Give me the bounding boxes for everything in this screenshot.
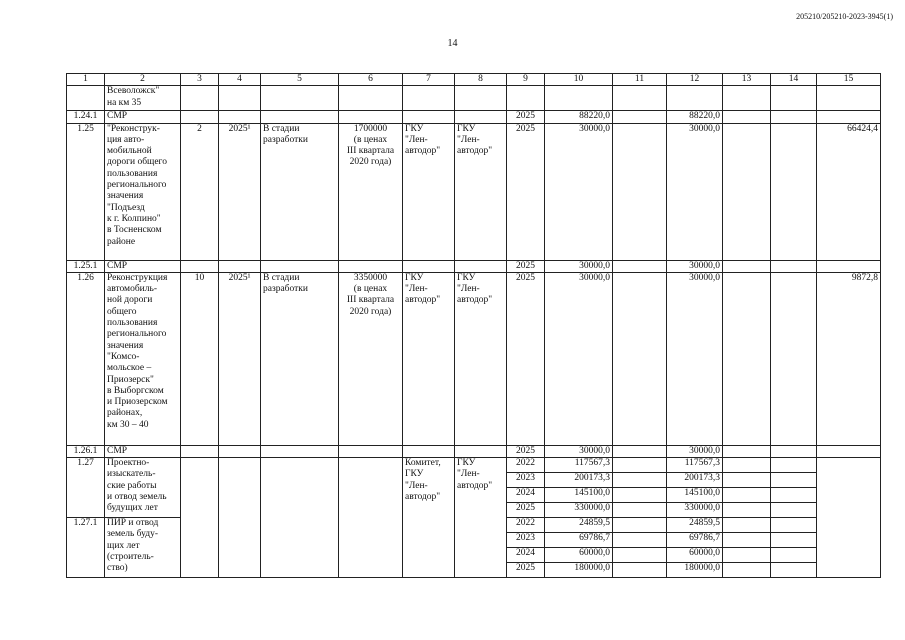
table-cell: 3350000 (в ценах III квартала 2020 года) (339, 272, 403, 445)
table-cell (613, 445, 667, 457)
row-number-cell: 1.25 (67, 123, 105, 260)
table-cell (403, 86, 455, 111)
table-cell (771, 503, 817, 518)
amount-cell: 30000,0 (545, 445, 613, 457)
table-cell (219, 111, 261, 123)
table-cell (613, 86, 667, 111)
amount-cell: 330000,0 (545, 503, 613, 518)
year-cell: 2025 (507, 260, 545, 272)
table-cell (723, 563, 771, 578)
amount-cell: 30000,0 (545, 123, 613, 260)
column-header: 13 (723, 74, 771, 86)
column-header: 14 (771, 74, 817, 86)
amount-cell: 88220,0 (545, 111, 613, 123)
table-cell: ГКУ "Лен- автодор" (455, 123, 507, 260)
table-cell (723, 86, 771, 111)
row-number-cell: 1.25.1 (67, 260, 105, 272)
amount-cell: 330000,0 (667, 503, 723, 518)
table-cell (723, 518, 771, 533)
item-name-cell: "Реконструк- ция авто- мобильной дороги общего пользования регионального значения "Подъезд к г. Колпино" в Тосненском районе (105, 123, 181, 260)
table-cell (613, 111, 667, 123)
total-cell: 66424,4 (817, 123, 881, 260)
table-cell (181, 445, 219, 457)
year-cell: 2025 (507, 111, 545, 123)
row-number-cell: 1.26 (67, 272, 105, 445)
table-cell: ГКУ "Лен- автодор" (455, 272, 507, 445)
amount-cell (545, 86, 613, 111)
table-cell (261, 111, 339, 123)
column-header: 4 (219, 74, 261, 86)
table-cell: ГКУ "Лен- автодор" (403, 123, 455, 260)
table-cell (723, 503, 771, 518)
table-cell (261, 445, 339, 457)
amount-cell: 117567,3 (667, 458, 723, 473)
table-row (67, 111, 881, 123)
table-cell (181, 458, 219, 578)
table-cell (613, 123, 667, 260)
table-cell (455, 445, 507, 457)
total-cell (817, 111, 881, 123)
table-cell (771, 86, 817, 111)
table-cell (219, 86, 261, 111)
document-id: 205210/205210-2023-3945(1) (796, 12, 893, 21)
table-row (67, 123, 881, 260)
column-header: 6 (339, 74, 403, 86)
table-cell (403, 111, 455, 123)
table-cell (181, 260, 219, 272)
item-name-cell: Реконструкция автомобиль- ной дороги общего пользования регионального значения "Комсо- мольское – Приозерск" в Выборгском и Приозерском районах, км 30 – 40 (105, 272, 181, 445)
table-cell (771, 548, 817, 563)
table-row (67, 260, 881, 272)
column-header: 2 (105, 74, 181, 86)
table-cell (771, 473, 817, 488)
table-cell (771, 123, 817, 260)
item-name-cell: СМР (105, 445, 181, 457)
table-cell (613, 548, 667, 563)
amount-cell: 200173,3 (545, 473, 613, 488)
column-header: 8 (455, 74, 507, 86)
year-cell: 2025 (507, 445, 545, 457)
table-cell (723, 458, 771, 473)
table-cell (613, 458, 667, 473)
amount-cell: 117567,3 (545, 458, 613, 473)
year-cell: 2022 (507, 518, 545, 533)
amount-cell: 200173,3 (667, 473, 723, 488)
table-cell (613, 260, 667, 272)
item-name-cell: СМР (105, 260, 181, 272)
row-number-cell: 1.27.1 (67, 518, 105, 578)
total-cell (817, 260, 881, 272)
table-cell (613, 563, 667, 578)
table-cell (771, 260, 817, 272)
table-cell (181, 86, 219, 111)
table-cell (771, 445, 817, 457)
year-cell: 2024 (507, 488, 545, 503)
table-cell (723, 488, 771, 503)
table-cell: 2025¹ (219, 272, 261, 445)
year-cell: 2025 (507, 563, 545, 578)
year-cell: 2022 (507, 458, 545, 473)
table-cell (219, 260, 261, 272)
amount-cell: 30000,0 (667, 260, 723, 272)
year-cell: 2025 (507, 272, 545, 445)
column-header: 10 (545, 74, 613, 86)
table-cell (723, 533, 771, 548)
table-cell (403, 445, 455, 457)
item-name-cell: СМР (105, 111, 181, 123)
column-header: 9 (507, 74, 545, 86)
table-cell (261, 458, 339, 578)
table-cell (613, 488, 667, 503)
year-cell: 2023 (507, 473, 545, 488)
column-header: 12 (667, 74, 723, 86)
table-cell (261, 86, 339, 111)
table-cell: ГКУ "Лен- автодор" (403, 272, 455, 445)
table-cell (613, 518, 667, 533)
table-cell (261, 260, 339, 272)
year-cell (507, 86, 545, 111)
amount-cell: 30000,0 (545, 260, 613, 272)
table-cell (771, 518, 817, 533)
table-cell (339, 458, 403, 578)
table-cell: 10 (181, 272, 219, 445)
table-cell (339, 86, 403, 111)
year-cell: 2023 (507, 533, 545, 548)
amount-cell: 30000,0 (667, 445, 723, 457)
amount-cell: 24859,5 (545, 518, 613, 533)
total-cell (817, 86, 881, 111)
table-cell (771, 488, 817, 503)
table-cell (723, 473, 771, 488)
column-header: 5 (261, 74, 339, 86)
table-cell (219, 445, 261, 457)
table-cell (455, 260, 507, 272)
column-header: 15 (817, 74, 881, 86)
row-number-cell: 1.26.1 (67, 445, 105, 457)
table-cell: В стадии разработки (261, 272, 339, 445)
table-cell (613, 473, 667, 488)
table-row (67, 272, 881, 445)
row-number-cell: 1.27 (67, 458, 105, 518)
column-header: 3 (181, 74, 219, 86)
table-cell (723, 272, 771, 445)
table-cell (771, 563, 817, 578)
amount-cell: 24859,5 (667, 518, 723, 533)
table-cell (613, 503, 667, 518)
amount-cell: 145100,0 (545, 488, 613, 503)
amount-cell: 30000,0 (667, 123, 723, 260)
year-cell: 2024 (507, 548, 545, 563)
program-table (66, 73, 881, 578)
table-cell: ГКУ "Лен- автодор" (455, 458, 507, 578)
year-cell: 2025 (507, 503, 545, 518)
table-cell (771, 111, 817, 123)
table-row (67, 458, 881, 473)
row-number-cell (67, 86, 105, 111)
table-cell (723, 548, 771, 563)
column-header: 11 (613, 74, 667, 86)
item-name-cell: ПИР и отвод земель буду- щих лет (строитель- ство) (105, 518, 181, 578)
table-cell (771, 272, 817, 445)
table-cell (455, 86, 507, 111)
amount-cell: 88220,0 (667, 111, 723, 123)
table-cell (613, 533, 667, 548)
row-number-cell: 1.24.1 (67, 111, 105, 123)
header-row (67, 74, 881, 86)
table-cell (455, 111, 507, 123)
table-row (67, 445, 881, 457)
table-cell: В стадии разработки (261, 123, 339, 260)
table-cell: 1700000 (в ценах III квартала 2020 года) (339, 123, 403, 260)
page-number: 14 (447, 38, 458, 49)
column-header: 1 (67, 74, 105, 86)
table-cell (403, 260, 455, 272)
amount-cell: 180000,0 (667, 563, 723, 578)
table-cell (723, 111, 771, 123)
table-cell (613, 272, 667, 445)
table-cell: Комитет, ГКУ "Лен- автодор" (403, 458, 455, 578)
table-cell: 2 (181, 123, 219, 260)
item-name-cell: Всеволожск" на км 35 (105, 86, 181, 111)
amount-cell: 30000,0 (545, 272, 613, 445)
table-cell (723, 260, 771, 272)
table-cell (339, 260, 403, 272)
table-cell (771, 533, 817, 548)
table-row (67, 86, 881, 111)
table-cell (771, 458, 817, 473)
table-cell: 2025¹ (219, 123, 261, 260)
amount-cell: 30000,0 (667, 272, 723, 445)
year-cell: 2025 (507, 123, 545, 260)
amount-cell: 145100,0 (667, 488, 723, 503)
amount-cell: 60000,0 (667, 548, 723, 563)
amount-cell: 69786,7 (667, 533, 723, 548)
column-header: 7 (403, 74, 455, 86)
amount-cell: 69786,7 (545, 533, 613, 548)
table-cell (723, 445, 771, 457)
table-cell (219, 458, 261, 578)
amount-cell: 60000,0 (545, 548, 613, 563)
table-cell (181, 111, 219, 123)
amount-cell: 180000,0 (545, 563, 613, 578)
table-cell (817, 458, 881, 578)
table-cell (723, 123, 771, 260)
table-cell (339, 445, 403, 457)
total-cell (817, 445, 881, 457)
total-cell: 9872,8 (817, 272, 881, 445)
amount-cell (667, 86, 723, 111)
table-cell (339, 111, 403, 123)
item-name-cell: Проектно- изыскатель- ские работы и отвод земель будущих лет (105, 458, 181, 518)
